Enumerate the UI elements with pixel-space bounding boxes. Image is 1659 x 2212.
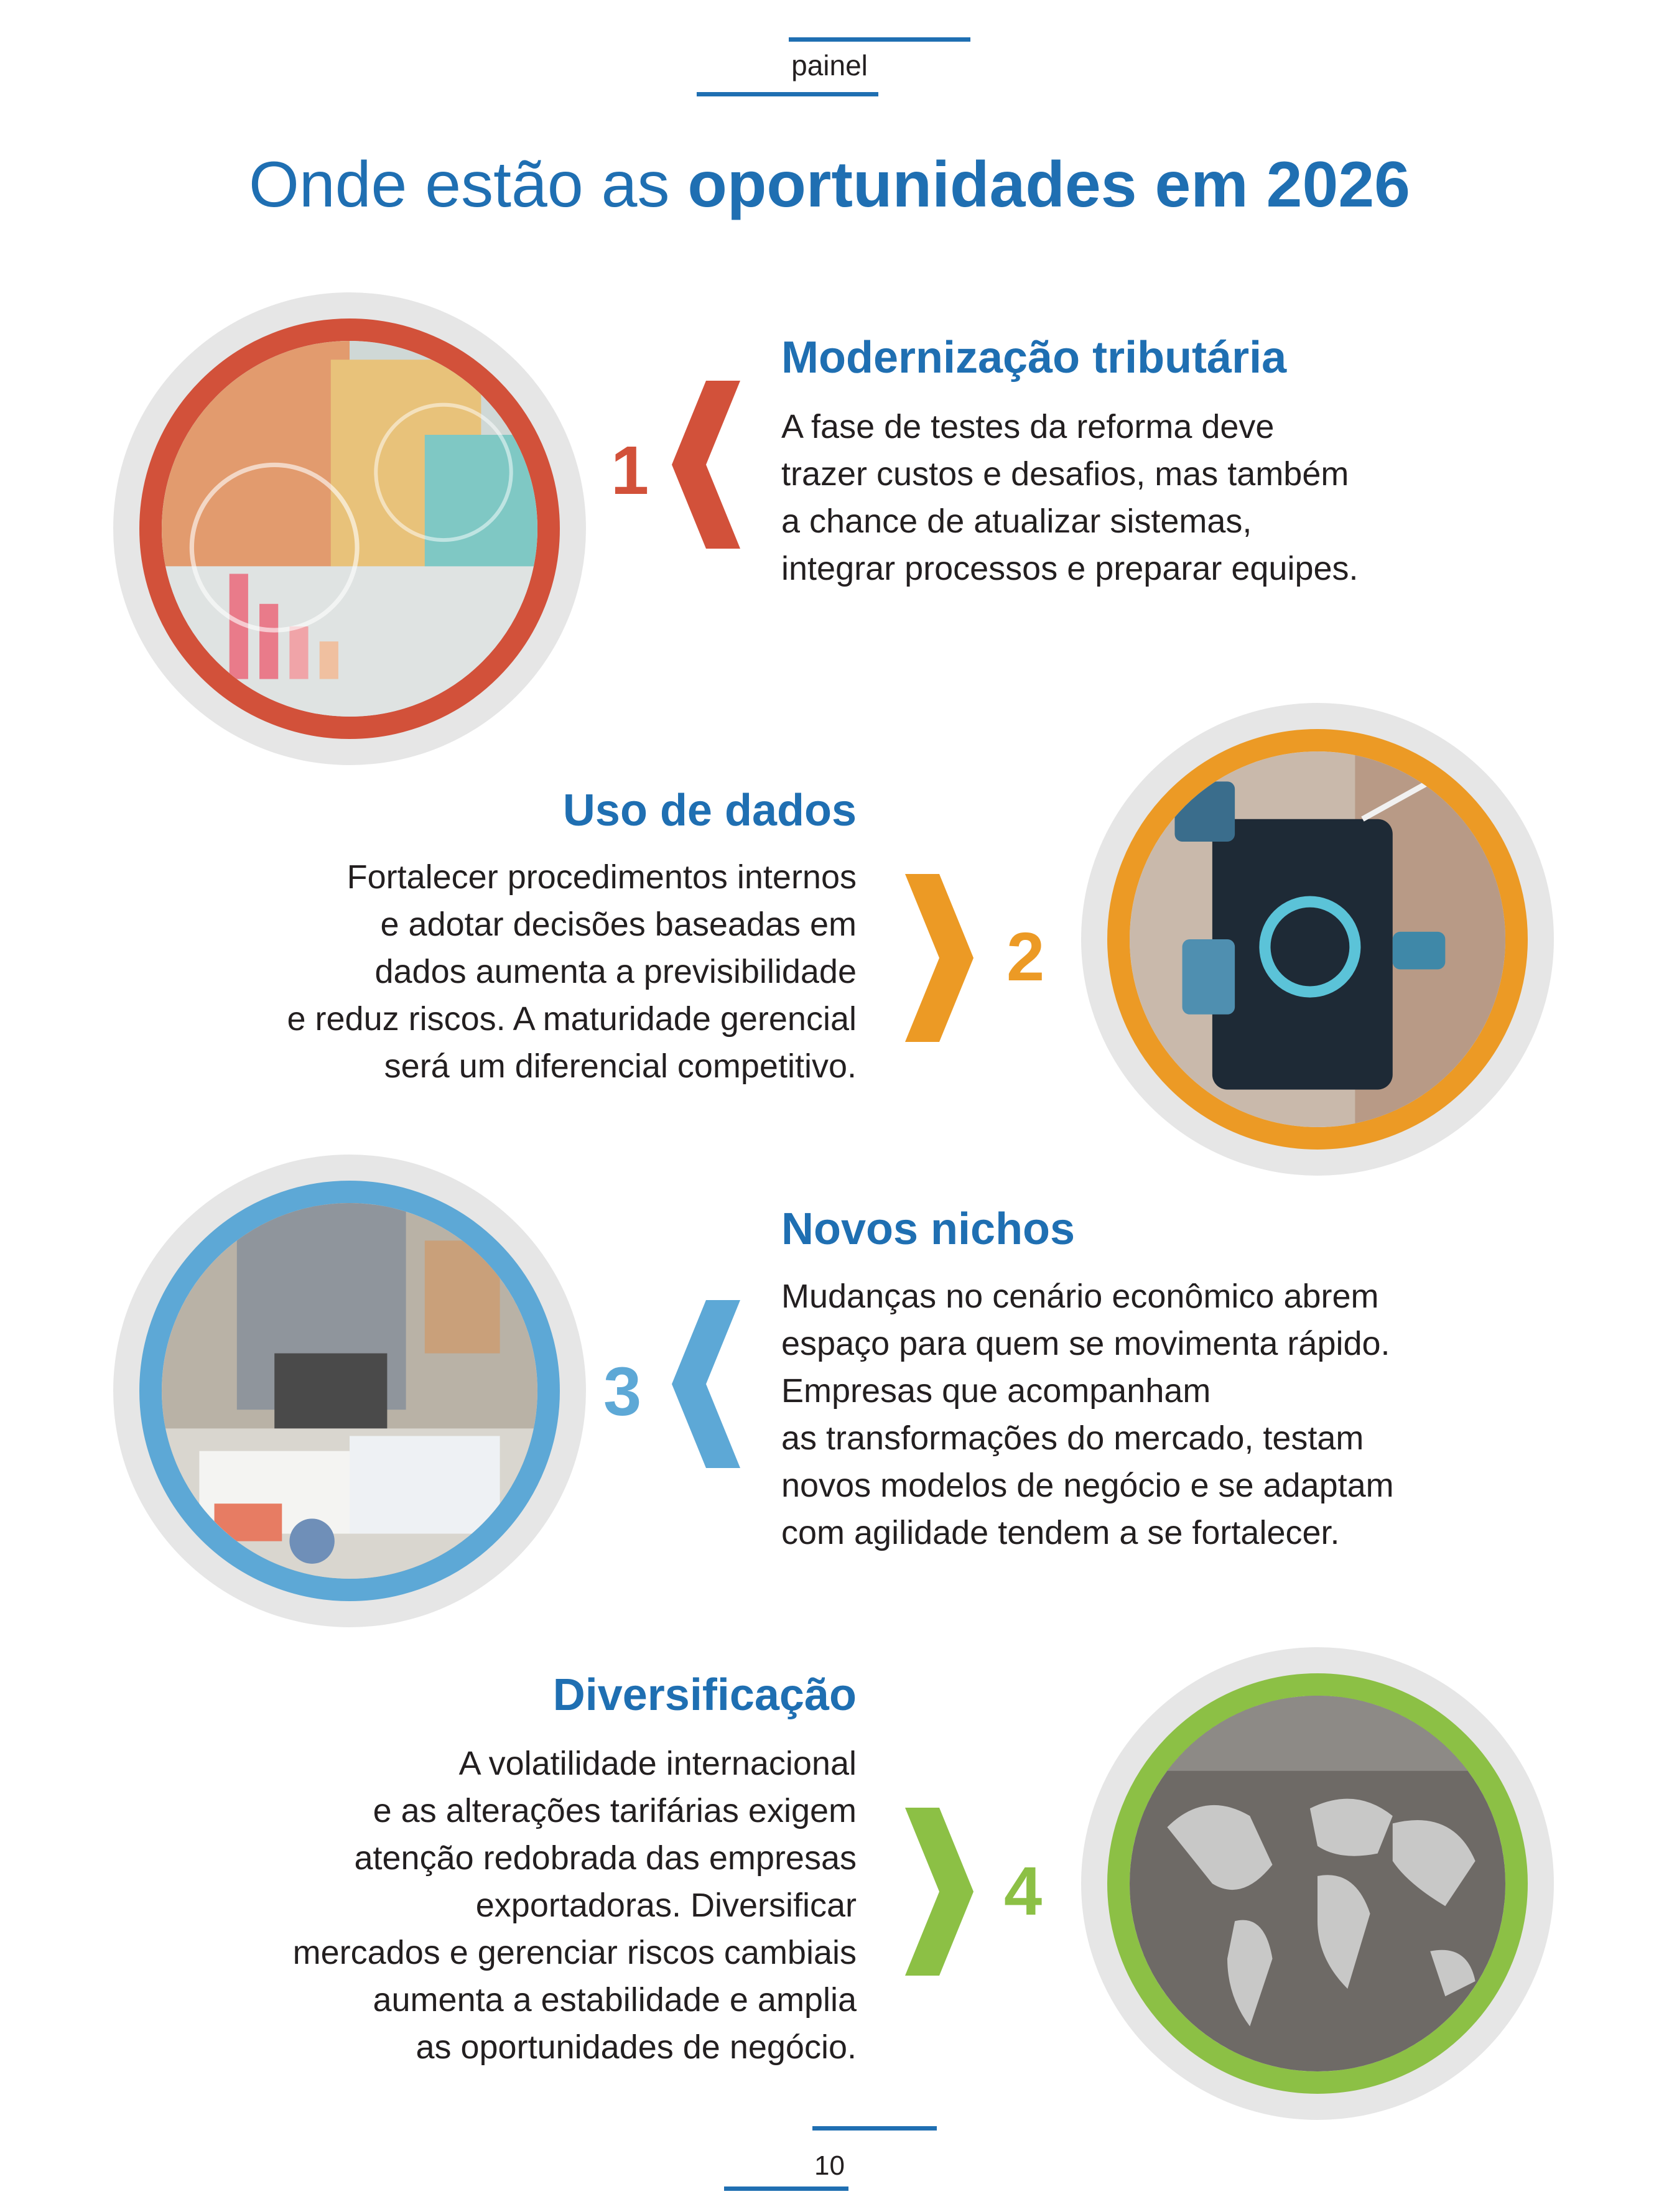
- page-title-regular: Onde estão as: [248, 149, 688, 221]
- item-3-line: Empresas que acompanham: [781, 1372, 1211, 1410]
- item-2-photo-circle: [1081, 703, 1554, 1176]
- world-map-photo: [1130, 1696, 1505, 2071]
- item-4-line: mercados e gerenciar riscos cambiais: [292, 1934, 857, 1971]
- item-3-line: as transformações do mercado, testam: [781, 1420, 1364, 1457]
- item-4-number: 4: [1004, 1853, 1043, 1930]
- item-4-photo-circle: [1081, 1647, 1554, 2120]
- item-1-photo-circle: [113, 292, 586, 765]
- item-2-line: e reduz riscos. A maturidade gerencial: [287, 1000, 857, 1038]
- chevron-left-icon: [672, 1300, 740, 1468]
- item-3-line: Mudanças no cenário econômico abrem: [781, 1278, 1379, 1315]
- item-2-line: Fortalecer procedimentos internos: [346, 858, 857, 896]
- item-3-body: [781, 1273, 1394, 1556]
- page-title: [0, 148, 1659, 222]
- item-2-number: 2: [1006, 919, 1045, 995]
- item-2-body: [287, 853, 857, 1090]
- item-2-line: e adotar decisões baseadas em: [380, 906, 857, 943]
- item-2-title: Uso de dados: [562, 786, 857, 835]
- item-2-line: será um diferencial competitivo.: [384, 1048, 857, 1085]
- item-3-photo-circle: [113, 1155, 586, 1627]
- coins-chart-photo: [162, 341, 537, 717]
- item-4-title: Diversificação: [552, 1670, 857, 1720]
- item-1-line: a chance de atualizar sistemas,: [781, 503, 1252, 540]
- item-4-line: A volatilidade internacional: [458, 1745, 857, 1782]
- item-1-body: [781, 403, 1359, 592]
- item-3-title: Novos nichos: [781, 1204, 1076, 1254]
- chevron-right-icon: [905, 874, 974, 1042]
- item-3-number: 3: [603, 1354, 642, 1430]
- item-2-line: dados aumenta a previsibilidade: [374, 953, 857, 990]
- footer-rule-bottom: [724, 2186, 848, 2191]
- page-number: 10: [814, 2150, 845, 2181]
- header-rule-bottom: [697, 92, 878, 96]
- item-1-number: 1: [611, 432, 649, 509]
- chevron-right-icon: [905, 1808, 974, 1976]
- page-title-bold: oportunidades em 2026: [687, 149, 1411, 221]
- item-1-line: integrar processos e preparar equipes.: [781, 550, 1359, 587]
- item-1-line: A fase de testes da reforma deve: [781, 408, 1275, 445]
- tablet-dashboard-photo: [1130, 751, 1505, 1127]
- item-4-line: aumenta a estabilidade e amplia: [373, 1981, 857, 2019]
- item-1-line: trazer custos e desafios, mas também: [781, 455, 1349, 493]
- section-label: painel: [791, 49, 868, 81]
- header-rule-top: [789, 37, 970, 42]
- item-3-photo: [139, 1181, 560, 1601]
- item-1-title: Modernização tributária: [781, 333, 1287, 383]
- item-4-body: [293, 1740, 857, 2071]
- item-4-line: atenção redobrada das empresas: [354, 1839, 857, 1877]
- item-4-line: as oportunidades de negócio.: [416, 2028, 857, 2066]
- item-4-line: exportadoras. Diversificar: [475, 1887, 857, 1924]
- item-3-line: espaço para quem se movimenta rápido.: [781, 1325, 1390, 1362]
- item-4-photo: [1107, 1673, 1528, 2094]
- item-1-photo: [139, 318, 560, 739]
- item-4-line: e as alterações tarifárias exigem: [373, 1792, 857, 1829]
- chevron-left-icon: [672, 381, 740, 549]
- item-2-photo: [1107, 729, 1528, 1150]
- item-3-line: novos modelos de negócio e se adaptam: [781, 1467, 1394, 1504]
- item-3-line: com agilidade tendem a se fortalecer.: [781, 1514, 1340, 1551]
- desk-charts-photo: [162, 1203, 537, 1579]
- footer-rule-top: [812, 2126, 937, 2131]
